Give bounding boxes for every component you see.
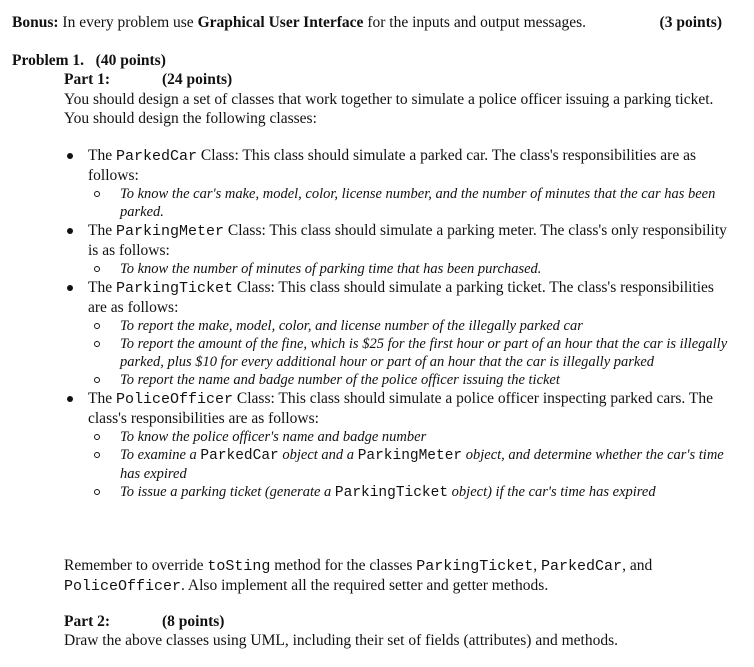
- circle-bullet-icon: [94, 452, 100, 458]
- responsibility-item: [88, 260, 734, 278]
- class-ref: ParkingTicket: [416, 558, 534, 575]
- class-name: ParkedCar: [115, 148, 197, 165]
- responsibility-text: To know the police officer's name and badge number: [120, 429, 427, 445]
- responsibility-text: To report the amount of the fine, which is $25 for the first hour or part of an hour that the car is illegally parked, plus $10 for every additional hour or part of an hour that the car is illegally parked: [120, 336, 728, 370]
- remember-note: [64, 556, 724, 596]
- circle-bullet-icon: [94, 191, 100, 197]
- bonus-text-b: for the inputs and output messages.: [363, 14, 587, 31]
- bullet-icon: [67, 153, 73, 159]
- responsibility-text: To know the car's make, model, color, license number, and the number of minutes that the car has been parked.: [120, 186, 716, 220]
- circle-bullet-icon: [94, 489, 100, 495]
- bonus-text-a: In every problem use: [58, 14, 198, 31]
- responsibility-text: To examine a: [120, 447, 201, 463]
- class-ref: ParkedCar: [200, 448, 279, 464]
- bullet-icon: [67, 285, 73, 291]
- circle-bullet-icon: [94, 434, 100, 440]
- responsibility-text: object) if the car's time has expired: [448, 484, 656, 500]
- class-pre: The: [88, 147, 116, 164]
- class-item-policeofficer: [64, 389, 734, 502]
- responsibility-item: [88, 446, 734, 483]
- responsibility-list: [88, 317, 734, 389]
- class-desc: Class: This class should simulate a parking meter. The class's only responsibility is as follows:: [88, 222, 727, 259]
- class-ref: PoliceOfficer: [64, 578, 182, 595]
- class-desc: Class: This class should simulate a parked car. The class's responsibilities are as follows:: [88, 147, 696, 184]
- class-ref: ParkingMeter: [357, 448, 463, 464]
- responsibility-text: To report the name and badge number of the police officer issuing the ticket: [120, 372, 560, 388]
- class-list: [64, 146, 734, 502]
- separator: ,: [533, 557, 542, 574]
- responsibility-item: [88, 335, 734, 371]
- class-ref: ParkedCar: [541, 558, 623, 575]
- responsibility-item: [88, 371, 734, 389]
- responsibility-text: object and a: [278, 447, 358, 463]
- part1-label: Part 1:: [64, 71, 111, 88]
- method-name: toSting: [207, 558, 271, 575]
- responsibility-list: [88, 260, 734, 278]
- circle-bullet-icon: [94, 266, 100, 272]
- responsibility-item: [88, 428, 734, 446]
- part2-points: (8 points): [162, 613, 225, 630]
- class-name: PoliceOfficer: [115, 391, 234, 408]
- responsibility-list: [88, 185, 734, 221]
- class-ref: ParkingTicket: [334, 485, 449, 501]
- responsibility-text: To know the number of minutes of parking time that has been purchased.: [120, 261, 542, 277]
- part2-label: Part 2:: [64, 613, 111, 630]
- remember-text: . Also implement all the required setter and getter methods.: [181, 577, 549, 594]
- part1-points: (24 points): [162, 71, 233, 88]
- class-pre: The: [88, 222, 116, 239]
- class-desc: Class: This class should simulate a parking ticket. The class's responsibilities are as follows:: [88, 279, 714, 316]
- bonus-line: [12, 13, 742, 32]
- bonus-label: Bonus:: [12, 14, 59, 31]
- separator: , and: [622, 557, 653, 574]
- bonus-points: (3 points): [659, 14, 722, 31]
- part1-intro: You should design a set of classes that work together to simulate a police officer issuing a parking ticket. You should design the following classes:: [64, 91, 714, 127]
- class-desc: Class: This class should simulate a police officer inspecting parked cars. The class's responsibilities are as follows:: [88, 390, 713, 427]
- bullet-icon: [67, 396, 73, 402]
- bullet-icon: [67, 228, 73, 234]
- part2-text: Draw the above classes using UML, including their set of fields (attributes) and methods.: [64, 632, 618, 649]
- problem1-heading: Problem 1. (40 points): [12, 52, 166, 69]
- remember-text: method for the classes: [270, 557, 417, 574]
- class-name: ParkingMeter: [115, 223, 225, 240]
- remember-text: Remember to override: [64, 557, 208, 574]
- responsibility-text: To issue a parking ticket (generate a: [120, 484, 335, 500]
- responsibility-item: [88, 317, 734, 335]
- responsibility-list: [88, 428, 734, 502]
- class-item-parkingticket: [64, 278, 734, 389]
- responsibility-text: To report the make, model, color, and license number of the illegally parked car: [120, 318, 583, 334]
- class-item-parkingmeter: [64, 221, 734, 278]
- responsibility-item: [88, 185, 734, 221]
- circle-bullet-icon: [94, 341, 100, 347]
- circle-bullet-icon: [94, 377, 100, 383]
- bonus-text-bold: Graphical User Interface: [197, 14, 364, 31]
- responsibility-text: object, and determine whether the car's time has expired: [120, 447, 724, 482]
- class-item-parkedcar: [64, 146, 734, 221]
- class-pre: The: [88, 390, 116, 407]
- responsibility-item: [88, 483, 734, 502]
- class-name: ParkingTicket: [115, 280, 234, 297]
- class-pre: The: [88, 279, 116, 296]
- circle-bullet-icon: [94, 323, 100, 329]
